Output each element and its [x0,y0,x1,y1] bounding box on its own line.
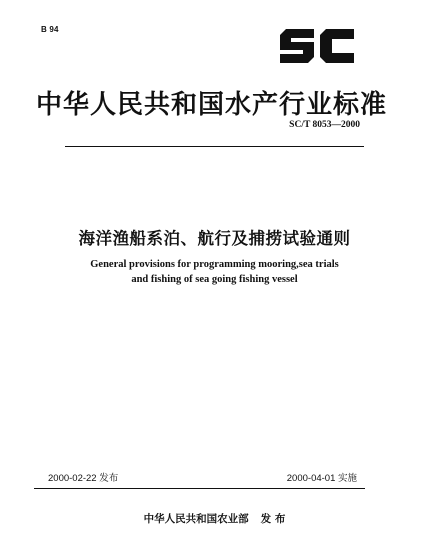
issuer-line [0,511,429,526]
sc-logo [276,25,358,67]
category-code: B 94 [41,25,59,34]
sc-logo-mark [276,25,358,67]
bottom-divider [34,488,365,489]
standard-number: SC/T 8053—2000 [289,120,360,130]
top-divider [65,146,364,147]
document-title-english-line2: and fishing of sea going fishing vessel [131,274,298,285]
standard-title: 中华人民共和国水产行业标准 [36,90,388,120]
document-title-english-line1: General provisions for programming mooring,sea trials [90,259,339,270]
issuer-name: 中华人民共和国农业部 [143,513,249,525]
issuer-action: 发 布 [260,513,286,525]
issue-date: 2000-02-22 发布 [48,473,119,484]
document-title-chinese: 海洋渔船系泊、航行及捕捞试验通则 [78,229,351,248]
implementation-date: 2000-04-01 实施 [286,473,357,484]
